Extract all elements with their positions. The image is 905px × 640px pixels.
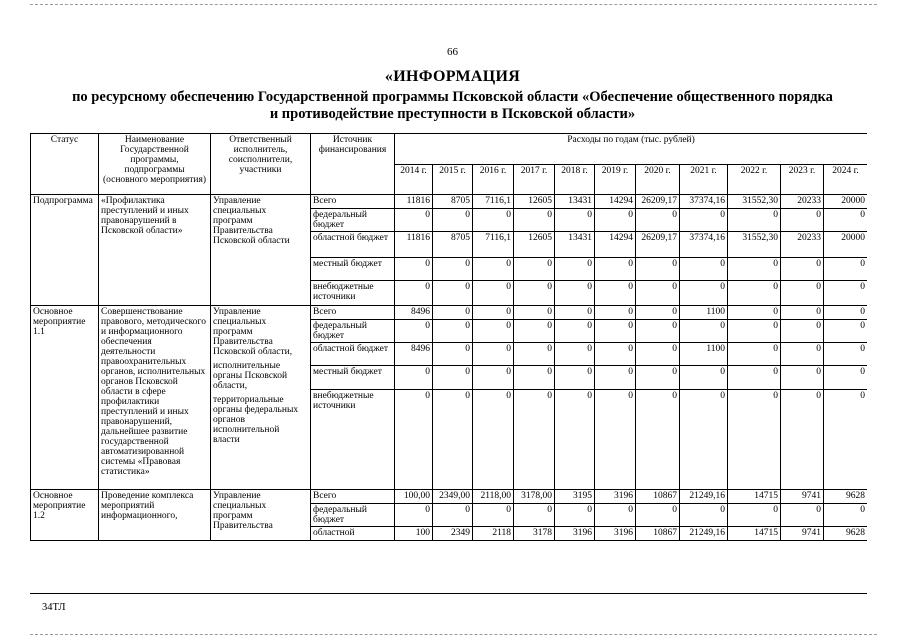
row-value-cell: 7116,1 bbox=[473, 232, 514, 258]
row-value-cell: 0 bbox=[433, 504, 473, 527]
row-executor bbox=[211, 490, 311, 541]
row-value-cell: 0 bbox=[514, 504, 555, 527]
row-value-cell: 0 bbox=[824, 281, 868, 306]
scan-artifact-bottom bbox=[30, 634, 877, 635]
row-value-cell: 0 bbox=[595, 209, 636, 232]
header-status: Статус bbox=[31, 134, 99, 195]
row-value-cell: 0 bbox=[728, 209, 781, 232]
row-value-cell: 0 bbox=[781, 281, 824, 306]
row-value-cell: 9628 bbox=[824, 527, 868, 541]
row-value-cell: 0 bbox=[395, 281, 433, 306]
row-value-cell: 0 bbox=[395, 209, 433, 232]
row-value-cell: 11816 bbox=[395, 195, 433, 209]
header-year: 2022 г. bbox=[728, 164, 781, 195]
row-value-cell: 8496 bbox=[395, 343, 433, 366]
row-value-cell: 0 bbox=[636, 366, 680, 390]
row-value-cell: 3196 bbox=[595, 490, 636, 504]
row-value-cell: 0 bbox=[595, 504, 636, 527]
document-subtitle bbox=[40, 89, 865, 123]
row-value-cell: 0 bbox=[781, 343, 824, 366]
row-program-name: Совершенствование правового, методического и информационного обеспечения деятельности правоохранительных органов, исполнительных органов Псковской области в сфере профилактики преступлений и иных правонарушений, дальнейшее развитие государственной автоматизированной системы «Правовая статистика» bbox=[99, 306, 211, 490]
row-value-cell: 0 bbox=[824, 209, 868, 232]
row-value-cell: 0 bbox=[555, 320, 595, 343]
row-value-cell: 20233 bbox=[781, 232, 824, 258]
row-value-cell: 0 bbox=[555, 258, 595, 281]
subtitle-line-2: и противодействие преступности в Псковской области» bbox=[269, 106, 636, 122]
row-value-cell: 0 bbox=[395, 390, 433, 490]
row-status: Основное мероприятие 1.1 bbox=[31, 306, 99, 490]
row-value-cell: 9741 bbox=[781, 490, 824, 504]
row-value-cell: 0 bbox=[514, 306, 555, 320]
row-value-cell: 0 bbox=[473, 209, 514, 232]
row-value-cell: 0 bbox=[824, 343, 868, 366]
row-value-cell: 3178 bbox=[514, 527, 555, 541]
row-value-cell: 0 bbox=[728, 320, 781, 343]
row-status: Подпрограмма bbox=[31, 195, 99, 306]
row-value-cell: 0 bbox=[636, 343, 680, 366]
header-name: Наименование Государственной программы, подпрограммы (основного мероприятия) bbox=[99, 134, 211, 195]
row-funding-source: внебюджетные источники bbox=[311, 390, 395, 490]
table-row bbox=[31, 306, 868, 320]
header-year: 2021 г. bbox=[680, 164, 728, 195]
row-value-cell: 0 bbox=[433, 390, 473, 490]
row-value-cell: 0 bbox=[473, 390, 514, 490]
row-value-cell: 0 bbox=[824, 390, 868, 490]
row-value-cell: 0 bbox=[595, 343, 636, 366]
row-value-cell: 0 bbox=[728, 366, 781, 390]
header-year: 2023 г. bbox=[781, 164, 824, 195]
row-value-cell: 9628 bbox=[824, 490, 868, 504]
row-value-cell: 0 bbox=[781, 320, 824, 343]
row-value-cell: 0 bbox=[395, 504, 433, 527]
row-value-cell: 0 bbox=[433, 343, 473, 366]
row-value-cell: 0 bbox=[680, 504, 728, 527]
row-value-cell: 20000 bbox=[824, 232, 868, 258]
row-value-cell: 9741 bbox=[781, 527, 824, 541]
row-funding-source: федеральный бюджет bbox=[311, 504, 395, 527]
row-value-cell: 0 bbox=[781, 366, 824, 390]
row-value-cell: 0 bbox=[680, 390, 728, 490]
row-value-cell: 2118,00 bbox=[473, 490, 514, 504]
row-value-cell: 37374,16 bbox=[680, 232, 728, 258]
row-program-name: «Профилактика преступлений и иных правонарушений в Псковской области» bbox=[99, 195, 211, 306]
row-funding-source: Всего bbox=[311, 306, 395, 320]
table-row bbox=[31, 490, 868, 504]
header-source: Источник финансирования bbox=[311, 134, 395, 195]
row-value-cell: 2349,00 bbox=[433, 490, 473, 504]
row-value-cell: 0 bbox=[555, 209, 595, 232]
row-value-cell: 0 bbox=[433, 320, 473, 343]
row-value-cell: 0 bbox=[555, 504, 595, 527]
row-value-cell: 0 bbox=[636, 209, 680, 232]
row-value-cell: 0 bbox=[514, 320, 555, 343]
row-value-cell: 0 bbox=[728, 281, 781, 306]
row-value-cell: 10867 bbox=[636, 527, 680, 541]
row-value-cell: 0 bbox=[514, 281, 555, 306]
row-value-cell: 31552,30 bbox=[728, 232, 781, 258]
table-body bbox=[31, 195, 868, 541]
subtitle-line-1: по ресурсному обеспечению Государственной программы Псковской области «Обеспечение общественного порядка bbox=[72, 89, 833, 105]
row-value-cell: 21249,16 bbox=[680, 527, 728, 541]
row-value-cell: 0 bbox=[781, 258, 824, 281]
row-value-cell: 0 bbox=[395, 320, 433, 343]
row-value-cell: 20233 bbox=[781, 195, 824, 209]
row-value-cell: 3195 bbox=[555, 490, 595, 504]
row-value-cell: 0 bbox=[595, 281, 636, 306]
row-value-cell: 0 bbox=[680, 258, 728, 281]
row-value-cell: 13431 bbox=[555, 195, 595, 209]
table-row bbox=[31, 195, 868, 209]
row-value-cell: 0 bbox=[473, 366, 514, 390]
row-funding-source: областной бюджет bbox=[311, 343, 395, 366]
row-value-cell: 0 bbox=[824, 320, 868, 343]
row-value-cell: 26209,17 bbox=[636, 232, 680, 258]
row-value-cell: 0 bbox=[514, 258, 555, 281]
row-value-cell: 0 bbox=[680, 281, 728, 306]
row-value-cell: 0 bbox=[395, 258, 433, 281]
row-value-cell: 0 bbox=[728, 258, 781, 281]
row-value-cell: 11816 bbox=[395, 232, 433, 258]
row-program-name: Проведение комплекса мероприятий информационного, bbox=[99, 490, 211, 541]
row-value-cell: 0 bbox=[728, 390, 781, 490]
row-value-cell: 0 bbox=[514, 390, 555, 490]
row-value-cell: 26209,17 bbox=[636, 195, 680, 209]
row-value-cell: 14294 bbox=[595, 195, 636, 209]
row-value-cell: 14294 bbox=[595, 232, 636, 258]
row-value-cell: 12605 bbox=[514, 232, 555, 258]
row-value-cell: 31552,30 bbox=[728, 195, 781, 209]
row-value-cell: 0 bbox=[473, 343, 514, 366]
row-value-cell: 2118 bbox=[473, 527, 514, 541]
executor-paragraph: Управление специальных программ Правительства Псковской области, bbox=[213, 307, 293, 357]
row-value-cell: 0 bbox=[680, 366, 728, 390]
row-value-cell: 2349 bbox=[433, 527, 473, 541]
row-funding-source: федеральный бюджет bbox=[311, 320, 395, 343]
row-value-cell: 0 bbox=[395, 366, 433, 390]
header-expenses: Расходы по годам (тыс. рублей) bbox=[395, 134, 868, 165]
resource-table bbox=[30, 133, 867, 541]
footer-code: 34ТЛ bbox=[42, 602, 66, 613]
row-value-cell: 0 bbox=[555, 343, 595, 366]
header-row-1 bbox=[31, 134, 868, 165]
header-year: 2016 г. bbox=[473, 164, 514, 195]
row-value-cell: 0 bbox=[636, 390, 680, 490]
row-value-cell: 1100 bbox=[680, 343, 728, 366]
row-value-cell: 0 bbox=[636, 258, 680, 281]
header-year: 2015 г. bbox=[433, 164, 473, 195]
row-value-cell: 0 bbox=[433, 281, 473, 306]
row-value-cell: 0 bbox=[636, 504, 680, 527]
row-value-cell: 0 bbox=[514, 209, 555, 232]
row-value-cell: 0 bbox=[433, 306, 473, 320]
header-year: 2018 г. bbox=[555, 164, 595, 195]
row-funding-source: Всего bbox=[311, 195, 395, 209]
executor-paragraph: исполнительные органы Псковской области, bbox=[213, 361, 288, 391]
row-value-cell: 0 bbox=[728, 504, 781, 527]
row-value-cell: 0 bbox=[595, 306, 636, 320]
resource-table-container bbox=[30, 133, 867, 594]
row-value-cell: 0 bbox=[728, 306, 781, 320]
row-value-cell: 100 bbox=[395, 527, 433, 541]
row-value-cell: 13431 bbox=[555, 232, 595, 258]
row-value-cell: 0 bbox=[595, 320, 636, 343]
row-value-cell: 0 bbox=[595, 258, 636, 281]
row-value-cell: 0 bbox=[781, 504, 824, 527]
row-value-cell: 0 bbox=[781, 306, 824, 320]
row-value-cell: 0 bbox=[555, 281, 595, 306]
row-funding-source: областной bbox=[311, 527, 395, 541]
row-funding-source: областной бюджет bbox=[311, 232, 395, 258]
row-value-cell: 20000 bbox=[824, 195, 868, 209]
row-value-cell: 0 bbox=[636, 320, 680, 343]
header-executor: Ответственный исполнитель, соисполнители, участники bbox=[211, 134, 311, 195]
row-value-cell: 3196 bbox=[555, 527, 595, 541]
row-value-cell: 0 bbox=[824, 306, 868, 320]
header-year: 2017 г. bbox=[514, 164, 555, 195]
row-value-cell: 0 bbox=[473, 281, 514, 306]
row-value-cell: 0 bbox=[636, 281, 680, 306]
row-value-cell: 0 bbox=[728, 343, 781, 366]
row-value-cell: 8705 bbox=[433, 195, 473, 209]
row-value-cell: 8705 bbox=[433, 232, 473, 258]
row-value-cell: 3196 bbox=[595, 527, 636, 541]
row-value-cell: 21249,16 bbox=[680, 490, 728, 504]
row-value-cell: 1100 bbox=[680, 306, 728, 320]
row-executor bbox=[211, 195, 311, 306]
document-title: «ИНФОРМАЦИЯ bbox=[384, 68, 521, 85]
row-value-cell: 8496 bbox=[395, 306, 433, 320]
row-value-cell: 14715 bbox=[728, 490, 781, 504]
row-value-cell: 0 bbox=[555, 366, 595, 390]
row-executor bbox=[211, 306, 311, 490]
row-value-cell: 12605 bbox=[514, 195, 555, 209]
row-value-cell: 0 bbox=[555, 390, 595, 490]
row-value-cell: 37374,16 bbox=[680, 195, 728, 209]
row-value-cell: 0 bbox=[473, 320, 514, 343]
row-value-cell: 100,00 bbox=[395, 490, 433, 504]
scan-artifact-top bbox=[30, 4, 877, 5]
row-value-cell: 0 bbox=[473, 306, 514, 320]
row-value-cell: 10867 bbox=[636, 490, 680, 504]
row-funding-source: федеральный бюджет bbox=[311, 209, 395, 232]
row-value-cell: 0 bbox=[595, 390, 636, 490]
row-value-cell: 0 bbox=[555, 306, 595, 320]
row-value-cell: 7116,1 bbox=[473, 195, 514, 209]
row-value-cell: 0 bbox=[514, 366, 555, 390]
executor-paragraph: Управление специальных программ Правительства Псковской области bbox=[213, 196, 290, 246]
row-value-cell: 0 bbox=[433, 366, 473, 390]
row-funding-source: местный бюджет bbox=[311, 366, 395, 390]
row-value-cell: 0 bbox=[781, 209, 824, 232]
row-value-cell: 0 bbox=[433, 258, 473, 281]
row-value-cell: 0 bbox=[824, 504, 868, 527]
row-value-cell: 0 bbox=[824, 366, 868, 390]
row-value-cell: 0 bbox=[824, 258, 868, 281]
executor-paragraph: Управление специальных программ Правительства bbox=[213, 491, 273, 531]
header-year: 2014 г. bbox=[395, 164, 433, 195]
row-value-cell: 0 bbox=[473, 258, 514, 281]
header-year: 2020 г. bbox=[636, 164, 680, 195]
row-funding-source: местный бюджет bbox=[311, 258, 395, 281]
page-number: 66 bbox=[447, 46, 458, 58]
row-value-cell: 0 bbox=[636, 306, 680, 320]
row-value-cell: 0 bbox=[514, 343, 555, 366]
row-value-cell: 0 bbox=[473, 504, 514, 527]
row-value-cell: 14715 bbox=[728, 527, 781, 541]
header-year: 2019 г. bbox=[595, 164, 636, 195]
row-value-cell: 0 bbox=[433, 209, 473, 232]
row-value-cell: 3178,00 bbox=[514, 490, 555, 504]
row-value-cell: 0 bbox=[680, 209, 728, 232]
row-status: Основное мероприятие 1.2 bbox=[31, 490, 99, 541]
header-year: 2024 г. bbox=[824, 164, 868, 195]
row-funding-source: Всего bbox=[311, 490, 395, 504]
row-funding-source: внебюджетные источники bbox=[311, 281, 395, 306]
row-value-cell: 0 bbox=[781, 390, 824, 490]
row-value-cell: 0 bbox=[680, 320, 728, 343]
executor-paragraph: территориальные органы федеральных органов исполнительной власти bbox=[213, 395, 299, 445]
row-value-cell: 0 bbox=[595, 366, 636, 390]
